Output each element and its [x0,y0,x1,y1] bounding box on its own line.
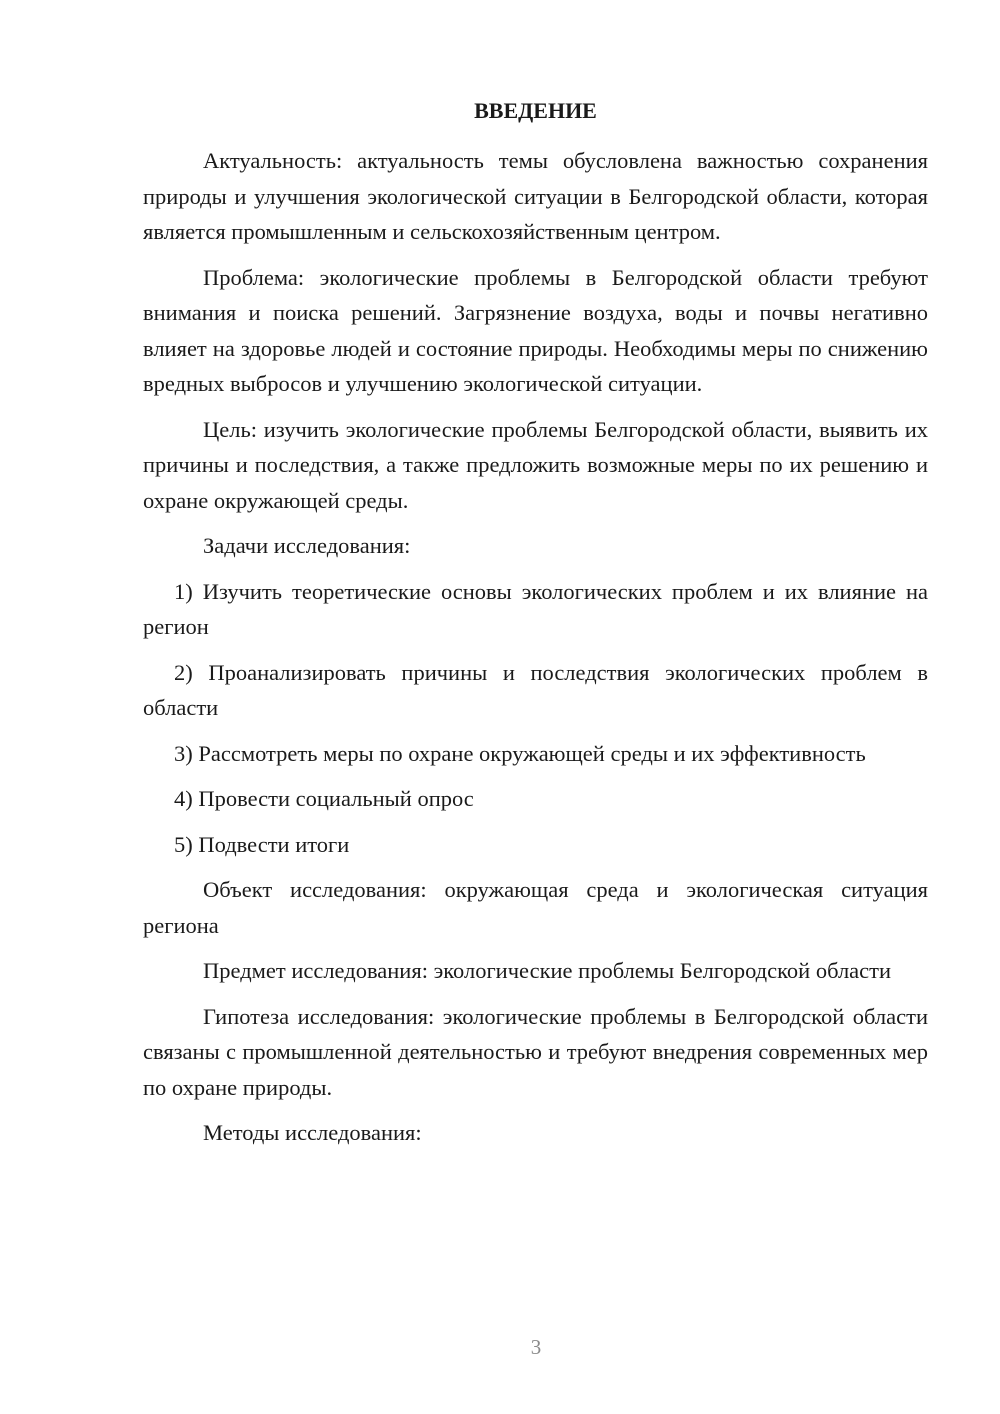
paragraph-object: Объект исследования: окружающая среда и экологическая ситуация региона [143,877,928,938]
paragraph-problem: Проблема: экологические проблемы в Белгородской области требуют внимания и поиска решений. Загрязнение воздуха, воды и почвы негативно влияет на здоровье людей и состояние природы. Необходимы меры по снижению вредных выбросов и улучшению экологической ситуации. [143,264,928,396]
paragraph-relevance: Актуальность: актуальность темы обусловлена важностью сохранения природы и улучшения экологической ситуации в Белгородской области, которая является промышленным и сельскохозяйственным центром. [143,148,928,244]
task-item-5: 5) Подвести итоги [174,831,350,857]
paragraph-subject: Предмет исследования: экологические проблемы Белгородской области [203,958,892,983]
task-item-4: 4) Провести социальный опрос [174,786,474,811]
task-item-3: 3) Рассмотреть меры по охране окружающей среды и их эффективность [174,740,866,766]
paragraph-goal: Цель: изучить экологические проблемы Белгородской области, выявить их причины и последствия, а также предложить возможные меры по их решению и охране окружающей среды. [143,416,928,513]
section-title: ВВЕДЕНИЕ [474,98,597,123]
body-text [143,143,928,1161]
paragraph-methods: Методы исследования: [203,1120,422,1145]
paragraph-hypothesis: Гипотеза исследования: экологические проблемы в Белгородской области связаны с промышленной деятельностью и требуют внедрения современных мер по охране природы. [143,1003,928,1100]
task-item-2: 2) Проанализировать причины и последствия экологических проблем в области [143,659,928,720]
task-item-1: 1) Изучить теоретические основы экологических проблем и их влияние на регион [143,578,928,639]
page-number: 3 [530,1335,542,1359]
paragraph-tasks-heading: Задачи исследования: [203,533,411,558]
